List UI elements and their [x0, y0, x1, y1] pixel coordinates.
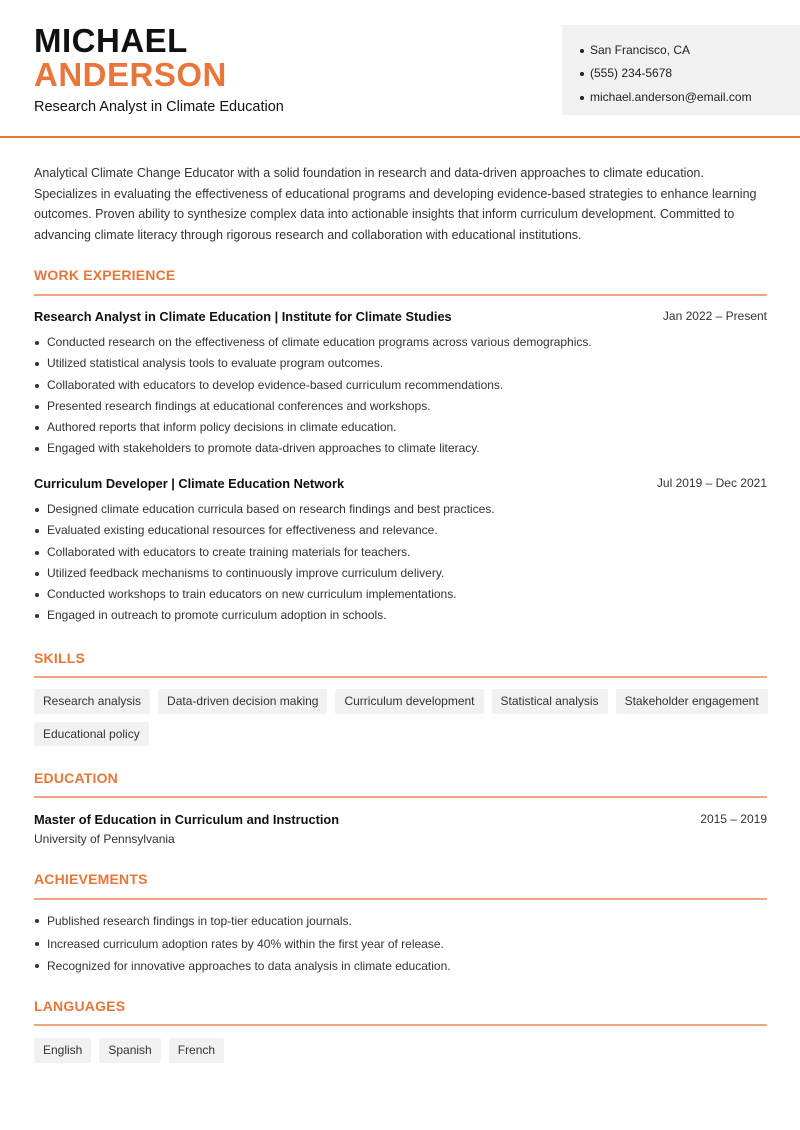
last-name: ANDERSON: [34, 56, 227, 93]
list-item: Increased curriculum adoption rates by 40% within the first year of release.: [34, 933, 767, 956]
skill-tag: Research analysis: [34, 689, 150, 714]
job-dates: Jul 2019 – Dec 2021: [656, 476, 767, 490]
skill-tag: Stakeholder engagement: [616, 689, 768, 714]
list-item: Evaluated existing educational resources for effectiveness and relevance.: [34, 520, 767, 541]
section-divider: [34, 1024, 767, 1026]
list-item: Utilized feedback mechanisms to continuously improve curriculum delivery.: [34, 563, 767, 584]
job-title-company: Research Analyst in Climate Education | Institute for Climate Studies: [34, 309, 452, 324]
education-dates: 2015 – 2019: [700, 812, 767, 826]
school-name: University of Pennsylvania: [34, 832, 175, 846]
contact-email[interactable]: michael.anderson@email.com: [580, 86, 800, 109]
section-title-achievements: ACHIEVEMENTS: [34, 871, 148, 887]
list-item: Designed climate education curricula based on research findings and best practices.: [34, 499, 767, 520]
first-name: MICHAEL: [34, 22, 188, 59]
section-divider: [34, 676, 767, 678]
section-divider: [34, 294, 767, 296]
job-header: [34, 476, 767, 491]
language-tag: English: [34, 1038, 91, 1063]
degree: Master of Education in Curriculum and Instruction: [34, 812, 340, 827]
list-item: Utilized statistical analysis tools to evaluate program outcomes.: [34, 353, 767, 374]
section-title-work: WORK EXPERIENCE: [34, 267, 176, 283]
skill-tag: Educational policy: [34, 722, 149, 747]
job-title: Research Analyst in Climate Education: [34, 99, 284, 115]
job-title-company: Curriculum Developer | Climate Education Network: [34, 476, 345, 491]
section-title-languages: LANGUAGES: [34, 998, 126, 1014]
resume-header: [0, 0, 800, 138]
job-dates: Jan 2022 – Present: [662, 309, 767, 323]
skill-tag: Statistical analysis: [492, 689, 608, 714]
summary: Analytical Climate Change Educator with a solid foundation in research and data-driven approaches to climate education. Specializes in evaluating the effectiveness of educational programs and developing evidence-based strategies to enhance learning outcomes. Proven ability to synthesize complex data into actionable insights that inform curriculum development. Committed to advancing climate literacy through rigorous research and collaboration with educational institutions.: [34, 166, 757, 243]
list-item: Conducted research on the effectiveness of climate education programs across various demographics.: [34, 332, 767, 353]
list-item: Engaged with stakeholders to promote data-driven approaches to climate literacy.: [34, 438, 767, 459]
list-item: Engaged in outreach to promote curriculum adoption in schools.: [34, 605, 767, 626]
section-divider: [34, 898, 767, 900]
list-item: Presented research findings at educational conferences and workshops.: [34, 396, 767, 417]
section-title-education: EDUCATION: [34, 770, 118, 786]
contact-phone: (555) 234-5678: [580, 62, 800, 85]
achievements-list: [34, 910, 767, 978]
list-item: Authored reports that inform policy decisions in climate education.: [34, 417, 767, 438]
contact-box: [562, 25, 800, 115]
section-title-skills: SKILLS: [34, 650, 85, 666]
skill-tag: Data-driven decision making: [158, 689, 327, 714]
languages-list: [34, 1038, 774, 1063]
job-bullets: [34, 332, 767, 460]
job-header: [34, 309, 767, 324]
list-item: Collaborated with educators to create training materials for teachers.: [34, 542, 767, 563]
list-item: Recognized for innovative approaches to data analysis in climate education.: [34, 955, 767, 978]
education-header: [34, 812, 767, 827]
list-item: Conducted workshops to train educators on new curriculum implementations.: [34, 584, 767, 605]
job-bullets: [34, 499, 767, 627]
language-tag: French: [169, 1038, 224, 1063]
list-item: Collaborated with educators to develop evidence-based curriculum recommendations.: [34, 375, 767, 396]
contact-location: San Francisco, CA: [580, 39, 800, 62]
skill-tag: Curriculum development: [335, 689, 483, 714]
list-item: Published research findings in top-tier education journals.: [34, 910, 767, 933]
skills-list: [34, 689, 774, 746]
section-divider: [34, 796, 767, 798]
language-tag: Spanish: [99, 1038, 160, 1063]
